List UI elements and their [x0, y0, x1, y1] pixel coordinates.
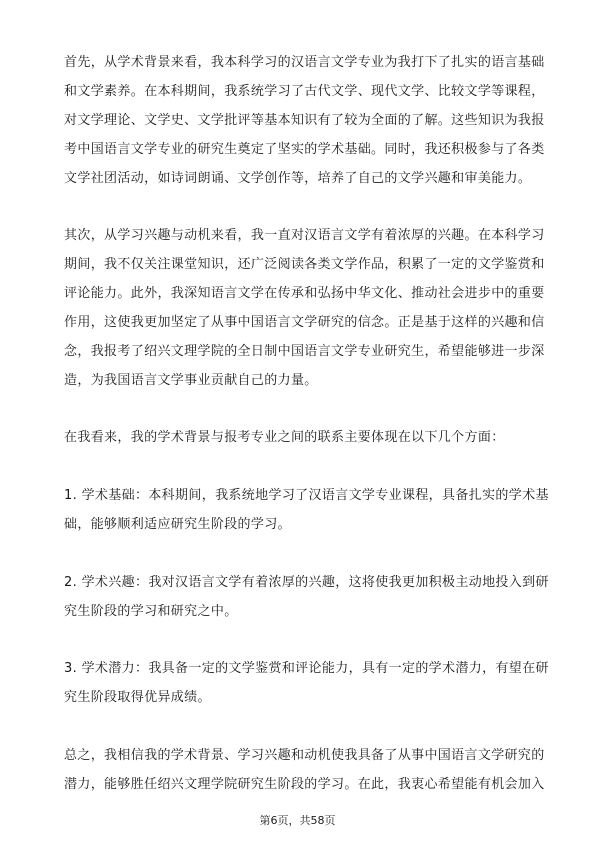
paragraph-1-line-4: 考中国语言文学专业的研究生奠定了坚实的学术基础。同时，我还积极参与了各类	[64, 142, 545, 157]
paragraph-6-line-2: 究生阶段取得优异成绩。	[64, 690, 211, 705]
paragraph-6-line-1: 3. 学术潜力：我具备一定的文学鉴赏和评论能力，具有一定的学术潜力，有望在研	[64, 661, 549, 676]
paragraph-7-line-1: 总之，我相信我的学术背景、学习兴趣和动机使我具备了从事中国语言文学研究的	[64, 748, 545, 763]
paragraph-7-line-2: 潜力，能够胜任绍兴文理学院研究生阶段的学习。在此，我衷心希望能有机会加入	[64, 777, 545, 792]
paragraph-2-line-5: 念，我报考了绍兴文理学院的全日制中国语言文学专业研究生，希望能够进一步深	[64, 344, 545, 359]
paragraph-1-line-2: 和文学素养。在本科期间，我系统学习了古代文学、现代文学、比较文学等课程，	[64, 84, 545, 99]
paragraph-1-line-1: 首先，从学术背景来看，我本科学习的汉语言文学专业为我打下了扎实的语言基础	[64, 55, 545, 70]
paragraph-1-line-3: 对文学理论、文学史、文学批评等基本知识有了较为全面的了解。这些知识为我报	[64, 113, 545, 128]
paragraph-3-line-1: 在我看来，我的学术背景与报考专业之间的联系主要体现在以下几个方面：	[64, 430, 505, 445]
paragraph-5-line-2: 究生阶段的学习和研究之中。	[64, 604, 238, 619]
paragraph-4-line-1: 1. 学术基础：本科期间，我系统地学习了汉语言文学专业课程，具备扎实的学术基	[64, 488, 549, 503]
paragraph-1-line-5: 文学社团活动，如诗词朗诵、文学创作等，培养了自己的文学兴趣和审美能力。	[64, 171, 532, 186]
page-number-footer: 第6页，共58页	[259, 814, 336, 827]
paragraph-2-line-2: 期间，我不仅关注课堂知识，还广泛阅读各类文学作品，积累了一定的文学鉴赏和	[64, 257, 545, 272]
paragraph-4-line-2: 础，能够顺利适应研究生阶段的学习。	[64, 517, 291, 532]
paragraph-2-line-1: 其次，从学习兴趣与动机来看，我一直对汉语言文学有着浓厚的兴趣。在本科学习	[64, 228, 545, 243]
paragraph-5-line-1: 2. 学术兴趣：我对汉语言文学有着浓厚的兴趣，这将使我更加积极主动地投入到研	[64, 575, 549, 590]
paragraph-2-line-4: 作用，这使我更加坚定了从事中国语言文学研究的信念。正是基于这样的兴趣和信	[64, 315, 545, 330]
paragraph-2-line-6: 造，为我国语言文学事业贡献自己的力量。	[64, 373, 318, 388]
paragraph-2-line-3: 评论能力。此外，我深知语言文学在传承和弘扬中华文化、推动社会进步中的重要	[64, 286, 545, 301]
